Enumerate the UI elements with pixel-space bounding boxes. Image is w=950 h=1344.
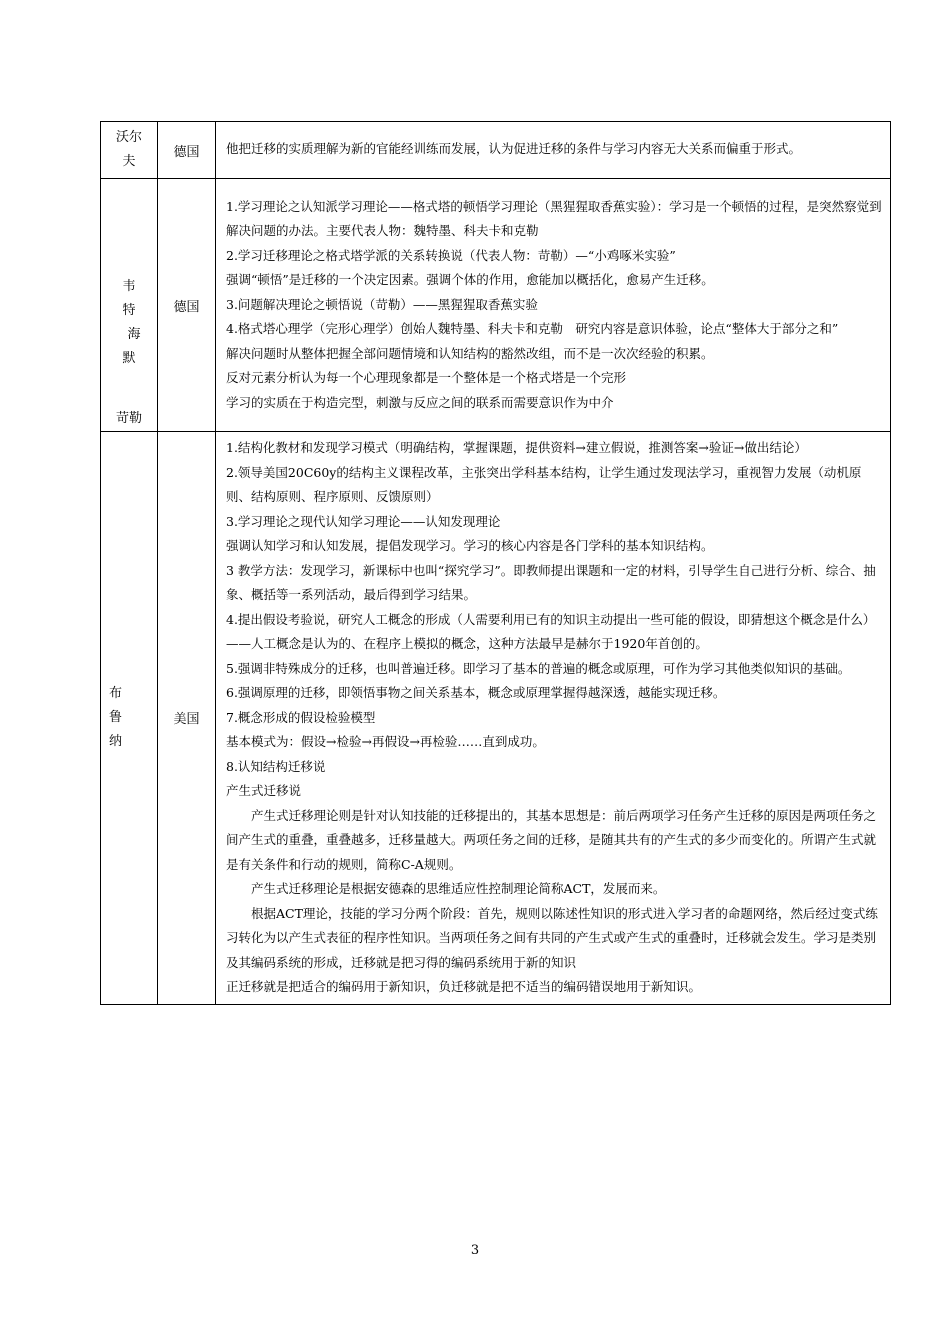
content-line: 3.学习理论之现代认知学习理论——认知发现理论 [226, 513, 501, 529]
content-line: 3.问题解决理论之顿悟说（苛勒）——黑猩猩取香蕉实验 [226, 296, 538, 312]
country-cell: 德国 [158, 122, 216, 179]
person-name-cell [101, 432, 158, 1005]
country-cell: 德国 [158, 179, 216, 432]
person-name-line: 沃尔 [115, 130, 142, 145]
content-cell [216, 179, 891, 432]
content-line: 产生式迁移理论则是针对认知技能的迁移提出的，其基本思想是：前后两项学习任务产生迁移的原因是两项任务之间产生式的重叠，重叠越多，迁移量越大。两项任务之间的迁移，是随其共有的产生式的多少而变化的。所谓产生式就是有关条件和行动的规则，简称C-A规则。 [226, 807, 877, 872]
person-name-line: 海 [127, 327, 141, 342]
person-name-cell [101, 122, 158, 179]
person-name-line: 夫 [122, 154, 136, 169]
content-line: 2.学习迁移理论之格式塔学派的关系转换说（代表人物：苛勒）—“小鸡啄米实验” [226, 247, 676, 263]
person-name-line: 默 [122, 351, 136, 366]
content-line: 产生式迁移理论是根据安德森的思维适应性控制理论简称ACT，发展而来。 [251, 881, 666, 896]
content-line: 学习的实质在于构造完型，刺激与反应之间的联系而需要意识作为中介 [226, 394, 614, 410]
content-line: 4.提出假设考验说，研究人工概念的形成（人需要利用已有的知识主动提出一些可能的假设，即猜想这个概念是什么）——人工概念是认为的、在程序上模拟的概念，这种方法最早是赫尔于1920年首创的。 [226, 611, 876, 651]
content-line: 6.强调原理的迁移，即领悟事物之间关系基本，概念或原理掌握得越深透，越能实现迁移。 [226, 685, 726, 700]
content-line: 2.领导美国20C60y的结构主义课程改革，主张突出学科基本结构，让学生通过发现法学习，重视智力发展（动机原则、结构原则、程序原则、反馈原则） [226, 464, 862, 504]
person-name-line: 苛勒 [115, 411, 142, 426]
person-name-line: 韦 [122, 279, 136, 294]
content-line: 8.认知结构迁移说 [226, 758, 326, 774]
page-number: 3 [470, 1243, 480, 1258]
content-line: 解决问题时从整体把握全部问题情境和认知结构的豁然改组，而不是一次次经验的积累。 [226, 345, 714, 361]
person-name-line: 布鲁 [109, 685, 139, 725]
person-name-line: 特 [122, 303, 136, 318]
content-table [100, 121, 891, 1005]
content-line: 1.结构化教材和发现学习模式（明确结构，掌握课题，提供资料→建立假说，推测答案→验证→做出结论） [226, 440, 807, 455]
content-line: 强调“顿悟”是迁移的一个决定因素。强调个体的作用，愈能加以概括化，愈易产生迁移。 [226, 272, 714, 288]
content-line: 基本模式为：假设→检验→再假设→再检验……直到成功。 [226, 734, 545, 749]
table-row-bruner [101, 432, 891, 1005]
content-cell [216, 432, 891, 1005]
content-line: 1.学习理论之认知派学习理论——格式塔的顿悟学习理论（黑猩猩取香蕉实验）：学习是一个顿悟的过程，是突然察觉到解决问题的办法。主要代表人物：魏特墨、科夫卡和克勒 [226, 198, 882, 239]
table-row-wolff [101, 122, 891, 179]
content-cell [216, 122, 891, 179]
person-name-cell [101, 179, 158, 432]
content-line: 根据ACT理论，技能的学习分两个阶段：首先，规则以陈述性知识的形式进入学习者的命题网络，然后经过变式练习转化为以产生式表征的程序性知识。当两项任务之间有共同的产生式或产生式的重叠时，迁移就会发生。学习是类别及其编码系统的形成，迁移就是把习得的编码系统用于新的知识 [226, 905, 878, 970]
content-line: 强调认知学习和认知发展，提倡发现学习。学习的核心内容是各门学科的基本知识结构。 [226, 538, 714, 553]
content-line: 3 教学方法：发现学习，新课标中也叫“探究学习”。即教师提出课题和一定的材料，引导学生自己进行分析、综合、抽象、概括等一系列活动，最后得到学习结果。 [226, 562, 876, 602]
content-line: 正迁移就是把适合的编码用于新知识，负迁移就是把不适当的编码错误地用于新知识。 [226, 979, 702, 994]
country-cell: 美国 [158, 432, 216, 1005]
content-line: 反对元素分析认为每一个心理现象都是一个整体是一个格式塔是一个完形 [226, 370, 627, 386]
content-line: 5.强调非特殊成分的迁移，也叫普遍迁移。即学习了基本的普遍的概念或原理，可作为学习其他类似知识的基础。 [226, 660, 851, 676]
content-line: 产生式迁移说 [226, 783, 302, 798]
content-line: 他把迁移的实质理解为新的官能经训练而发展，认为促进迁移的条件与学习内容无大关系而偏重于形式。 [226, 140, 802, 156]
person-name-line: 纳 [109, 733, 123, 749]
content-line: 4.格式塔心理学（完形心理学）创始人魏特墨、科夫卡和克勒 研究内容是意识体验，论点“整体大于部分之和” [226, 321, 839, 337]
content-line: 7.概念形成的假设检验模型 [226, 709, 376, 725]
table-row-wertheimer-kohler [101, 179, 891, 432]
name-spacer [101, 371, 157, 407]
